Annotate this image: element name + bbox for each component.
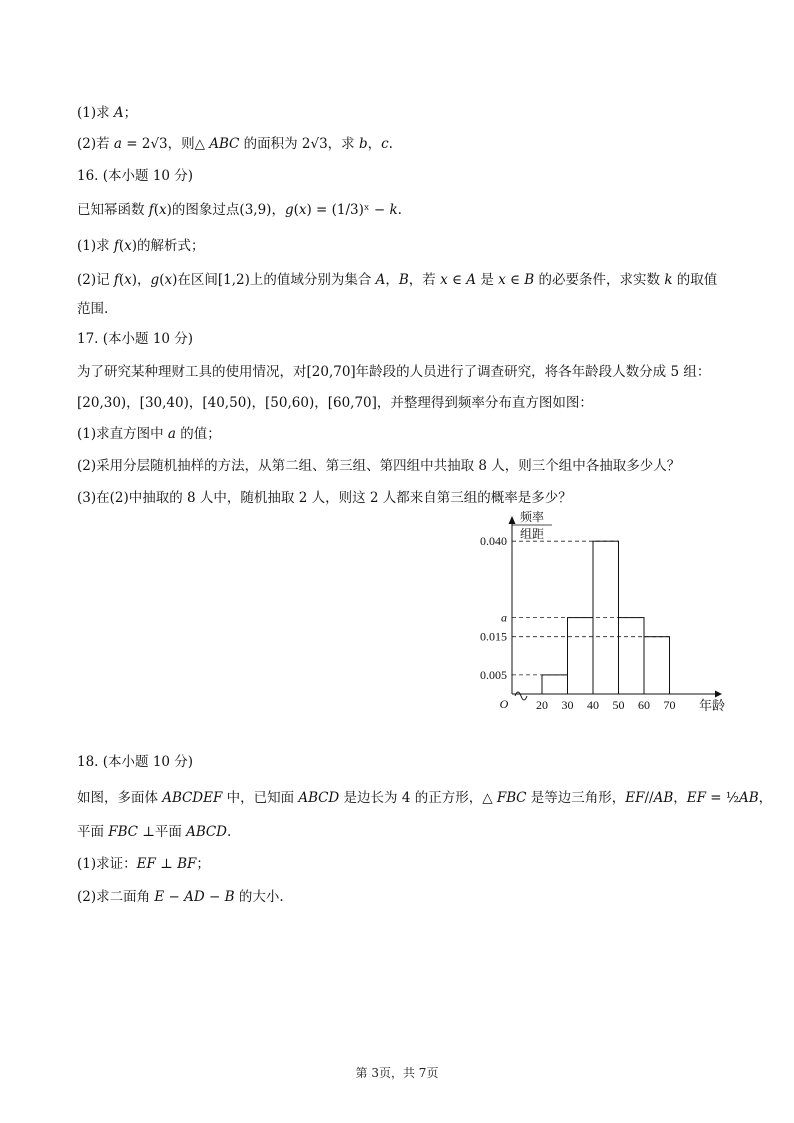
x-tick-label: 70: [663, 698, 676, 712]
q17-stem-line1: 为了研究某种理财工具的使用情况，对[20,70]年龄段的人员进行了调查研究，将各年龄段人数分成 5 组：: [77, 364, 711, 380]
q18-part1: (1)求证：𝐸𝐹 ⊥ 𝐵𝐹；: [77, 856, 210, 872]
q16-part2-line1: (2)记 𝑓(𝑥)，𝑔(𝑥)在区间[1,2)上的值域分别为集合 𝐴，𝐵，若 𝑥 ∈ 𝐴 是 𝑥 ∈ 𝐵 的必要条件，求实数 𝑘 的取值: [77, 272, 718, 288]
x-tick-label: 30: [561, 698, 574, 712]
q18-part2: (2)求二面角 𝐸 − 𝐴𝐷 − 𝐵 的大小.: [77, 889, 284, 905]
x-tick-label: 60: [638, 698, 650, 712]
y-tick-label: 0.040: [480, 534, 507, 549]
q16-part1: (1)求 𝑓(𝑥)的解析式；: [77, 238, 205, 254]
q17-part1: (1)求直方图中 𝑎 的值；: [77, 426, 221, 442]
x-tick-label: 40: [587, 698, 599, 712]
x-axis-label: 年龄: [698, 698, 726, 713]
frequency-histogram: [470, 508, 740, 720]
y-axis-label-bottom: 组距: [519, 527, 545, 541]
origin-label: O: [499, 697, 509, 711]
q16-part2-line2: 范围.: [77, 301, 109, 317]
q17-part2: (2)采用分层随机抽样的方法，从第二组、第三组、第四组中共抽取 8 人，则三个组中各抽取多少人？: [77, 458, 681, 474]
y-axis-arrow: [509, 516, 516, 524]
histogram-bar: [644, 637, 670, 694]
q15-part2: (2)若 𝑎 = 2√3，则△ 𝐴𝐵𝐶 的面积为 2√3，求 𝑏，𝑐.: [77, 136, 393, 152]
histogram-bar: [619, 618, 645, 694]
q18-heading: 18. (本小题 10 分): [77, 754, 194, 770]
q17-heading: 17. (本小题 10 分): [77, 331, 194, 347]
q17-stem-line2: [20,30)，[30,40)，[40,50)，[50,60)，[60,70]，并整理得到频率分布直方图如图：: [77, 395, 593, 411]
q18-stem-line1: 如图，多面体 𝐴𝐵𝐶𝐷𝐸𝐹 中，已知面 𝐴𝐵𝐶𝐷 是边长为 4 的正方形，△ 𝐹𝐵𝐶 是等边三角形，𝐸𝐹//𝐴𝐵，𝐸𝐹 = ½𝐴𝐵，: [77, 790, 773, 806]
x-tick-label: 20: [536, 698, 548, 712]
histogram-bar: [568, 618, 594, 694]
axis-break-mark: [515, 692, 527, 700]
page-footer: 第 3页，共 7页: [355, 1066, 439, 1080]
y-axis-label-top: 频率: [519, 510, 545, 524]
y-tick-label: 0.005: [480, 667, 507, 682]
histogram-bar: [542, 675, 568, 694]
y-tick-label: 0.015: [480, 629, 507, 644]
q18-stem-line2: 平面 𝐹𝐵𝐶 ⊥平面 𝐴𝐵𝐶𝐷.: [77, 824, 232, 840]
q16-heading: 16. (本小题 10 分): [77, 168, 194, 184]
q15-part1: (1)求 𝐴；: [77, 105, 138, 121]
x-tick-label: 50: [612, 698, 625, 712]
x-axis-arrow: [715, 691, 722, 698]
q16-stem: 已知幂函数 𝑓(𝑥)的图象过点(3,9)，𝑔(𝑥) = (1/3)ˣ − 𝑘.: [77, 202, 402, 218]
y-tick-label: a: [501, 610, 507, 625]
q17-part3: (3)在(2)中抽取的 8 人中，随机抽取 2 人，则这 2 人都来自第三组的概率是多少？: [77, 490, 572, 506]
